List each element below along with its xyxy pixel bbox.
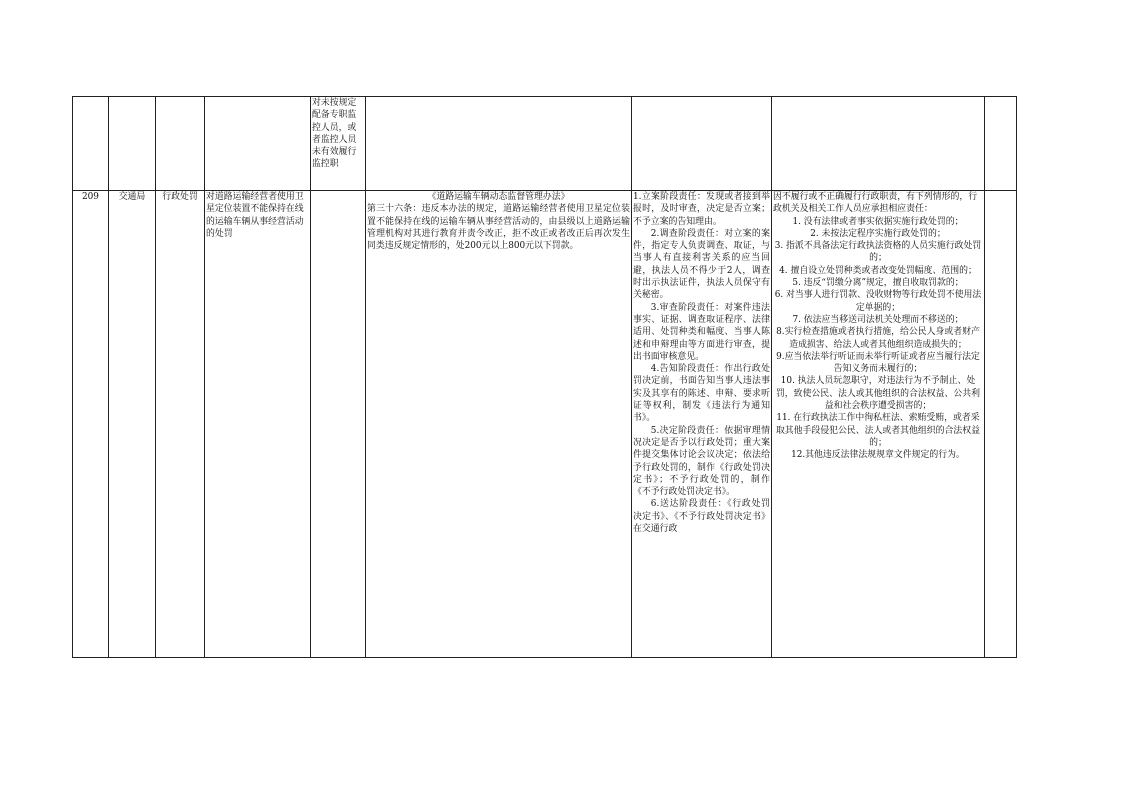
duty-item: 3.审查阶段责任：对案件违法事实、证据、调查取证程序、法律适用、处罚种类和幅度、当事人陈述和申辩理由等方面进行审查，提出书面审核意见。 — [633, 302, 770, 362]
duty-item: 4.告知阶段责任：作出行政处罚决定前，书面告知当事人违法事实及其享有的陈述、申辩、要求听证等权利，制发《违法行为通知书》。 — [633, 364, 770, 424]
remarks-cell — [985, 191, 1017, 658]
duty-item: 6.送达阶段责任：《行政处罚决定书》、《不予行政处罚决定书》在交通行政 — [633, 499, 770, 535]
table-row — [73, 97, 1017, 191]
number-cell — [73, 97, 109, 191]
item-number: 209 — [82, 192, 99, 202]
table-row — [73, 191, 1017, 658]
item-name-cell — [205, 97, 311, 191]
duty-item: 5.决定阶段责任：依据审理情况决定是否予以行政处罚；重大案件提交集体讨论会议决定；依法给予行政处罚的，制作《行政处罚决定书》；不予行政处罚的，制作《不予行政处罚决定书》。 — [633, 425, 770, 498]
accountability-item: 1. 没有法律或者事实依据实施行政处罚的； — [792, 216, 964, 227]
accountability-item: 因不履行或不正确履行行政职责，有下列情形的，行政机关及相关工作人员应承担相应责任： — [773, 192, 978, 215]
department-cell — [109, 191, 156, 658]
accountability-item: 11. 在行政执法工作中徇私枉法、索贿受贿，或者采取其他手段侵犯公民、法人或者其他组织的合法权益的； — [775, 413, 981, 448]
accountability-cell — [772, 97, 985, 191]
basis-cell — [366, 191, 632, 658]
accountability-item: 9.应当依法举行听证而未举行听证或者应当履行法定告知义务而未履行的； — [776, 351, 980, 375]
duty-cell — [632, 191, 772, 658]
basis-body: 第三十六条：违反本办法的规定，道路运输经营者使用卫星定位装置不能保持在线的运输车辆从事经营活动的，由县级以上道路运输管理机构对其进行教育并责令改正，拒不改正或者改正后再次发生同类违反规定情形的，处200元以上800元以下罚款。 — [367, 204, 630, 252]
accountability-item: 10. 执法人员玩忽职守，对违法行为不予制止、处罚，致使公民、法人或其他组织的合法权益、公共利益和社会秩序遭受损害的； — [775, 376, 981, 412]
accountability-item: 7. 依法应当移送司法机关处理而不移送的； — [792, 314, 964, 325]
power-type-cell — [156, 97, 205, 191]
basis-cell — [366, 97, 632, 191]
department-name: 交通局 — [118, 192, 146, 202]
accountability-item: 8.实行检查措施或者执行措施，给公民人身或者财产造成损害、给法人或者其他组织造成损失的； — [776, 327, 980, 350]
accountability-item: 5. 违反“罚缴分离”规定，擅自收取罚款的； — [792, 278, 964, 289]
power-list-table — [72, 96, 1017, 658]
item-name: 对道路运输经营者使用卫星定位装置不能保持在线的运输车辆从事经营活动的处罚 — [206, 192, 304, 239]
power-type-cell — [156, 191, 205, 658]
accountability-cell — [772, 191, 985, 658]
accountability-item: 2. 未按法定程序实施行政处罚的； — [810, 228, 946, 239]
number-cell — [73, 191, 109, 658]
power-type: 行政处罚 — [162, 192, 198, 202]
department-cell — [109, 97, 156, 191]
basis-title: 《道路运输车辆动态监督管理办法》 — [427, 192, 570, 202]
accountability-item: 12.其他违反法律法规规章文件规定的行为。 — [791, 450, 965, 461]
subitem-text: 对未按规定配备专职监控人员，或者监控人员未有效履行监控职 — [312, 98, 357, 170]
subitem-cell — [311, 97, 366, 191]
item-name-cell — [205, 191, 311, 658]
duty-item: 2.调查阶段责任：对立案的案件，指定专人负责调查、取证，与当事人有直接利害关系的应当回避，执法人员不得少于2人，调查时出示执法证件，执法人员保守有关秘密。 — [633, 228, 770, 301]
accountability-item: 4. 擅自设立处罚种类或者改变处罚幅度、范围的； — [779, 265, 977, 276]
subitem-cell — [311, 191, 366, 658]
accountability-item: 3. 指派不具备法定行政执法资格的人员实施行政处罚的； — [774, 241, 982, 264]
duty-item: 1.立案阶段责任：发现或者接到举报时，及时审查，决定是否立案；不予立案的告知理由。 — [633, 192, 770, 227]
accountability-item: 6. 对当事人进行罚款、没收财物等行政处罚不使用法定单据的； — [774, 290, 982, 313]
duty-cell — [632, 97, 772, 191]
remarks-cell — [985, 97, 1017, 191]
